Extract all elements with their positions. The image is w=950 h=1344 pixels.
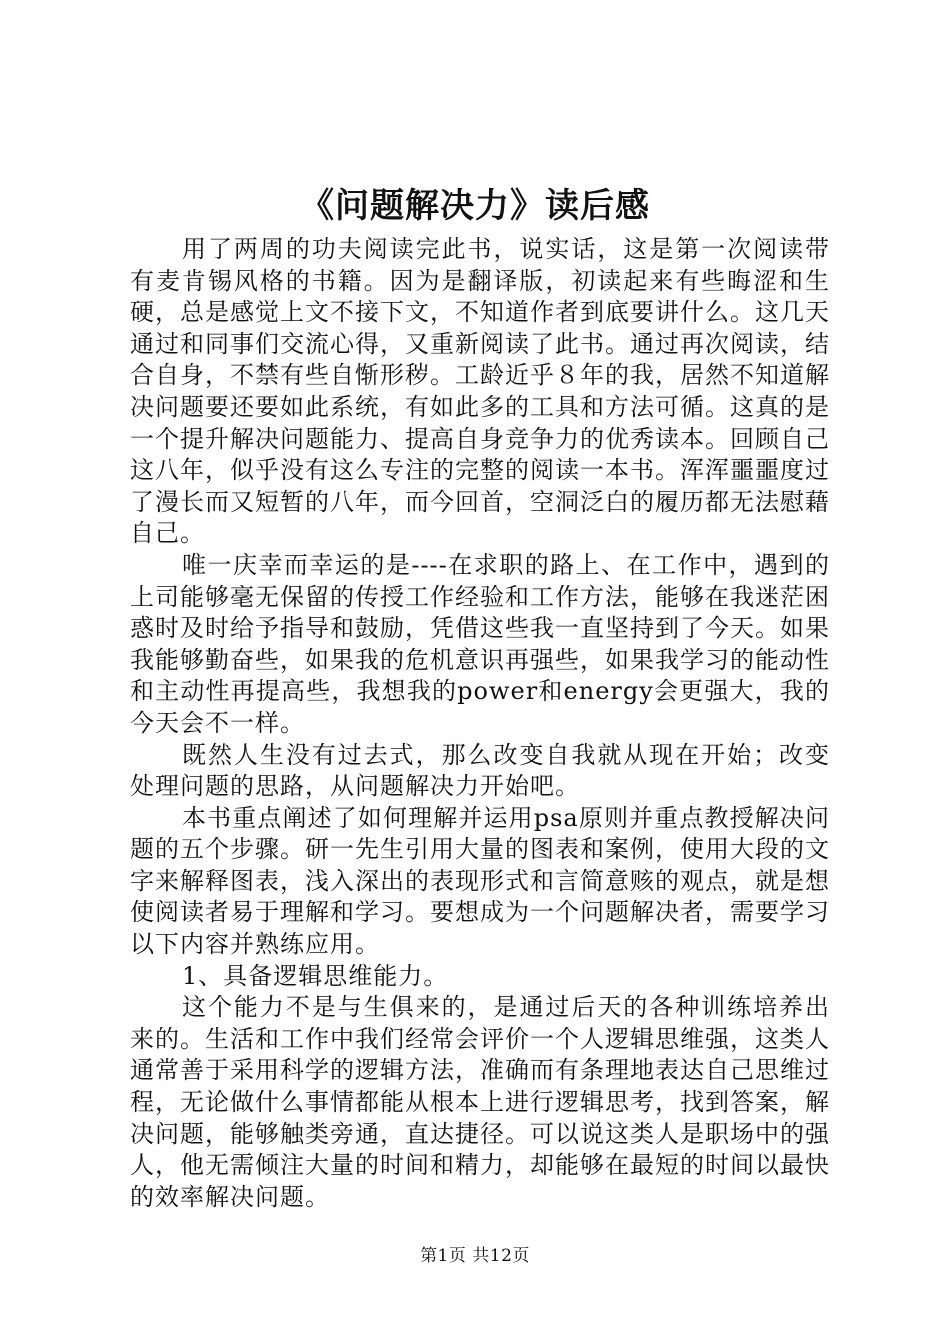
paragraph-5-heading: 1、具备逻辑思维能力。 xyxy=(182,961,449,990)
document-body xyxy=(130,234,830,1213)
page-footer: 第1页 共12页 xyxy=(420,1246,530,1266)
paragraph-3: 既然人生没有过去式，那么改变自我就从现在开始；改变处理问题的思路，从问题解决力开始吧。 xyxy=(130,740,830,801)
paragraph-4: 本书重点阐述了如何理解并运用psa原则并重点教授解决问题的五个步骤。研一先生引用大量的图表和案例，使用大段的文字来解释图表，浅入深出的表现形式和言简意赅的观点，就是想使阅读者易于理解和学习。要想成为一个问题解决者，需要学习以下内容并熟练应用。 xyxy=(130,803,830,959)
document-title: 《问题解决力》读后感 xyxy=(300,186,650,226)
paragraph-2: 唯一庆幸而幸运的是----在求职的路上、在工作中，遇到的上司能够毫无保留的传授工作经验和工作方法，能够在我迷茫困惑时及时给予指导和鼓励，凭借这些我一直坚持到了今天。如果我能够勤奋些，如果我的危机意识再强些，如果我学习的能动性和主动性再提高些，我想我的power和energy会更强大，我的今天会不一样。 xyxy=(130,550,830,737)
paragraph-1: 用了两周的功夫阅读完此书，说实话，这是第一次阅读带有麦肯锡风格的书籍。因为是翻译版，初读起来有些晦涩和生硬，总是感觉上文不接下文，不知道作者到底要讲什么。这几天通过和同事们交流心得，又重新阅读了此书。通过再次阅读，结合自身，不禁有些自惭形秽。工龄近乎８年的我，居然不知道解决问题要还要如此系统，有如此多的工具和方法可循。这真的是一个提升解决问题能力、提高自身竞争力的优秀读本。回顾自己这八年，似乎没有这么专注的完整的阅读一本书。浑浑噩噩度过了漫长而又短暂的八年，而今回首，空洞泛白的履历都无法慰藉自己。 xyxy=(130,235,830,548)
paragraph-6: 这个能力不是与生俱来的，是通过后天的各种训练培养出来的。生活和工作中我们经常会评价一个人逻辑思维强，这类人通常善于采用科学的逻辑方法，准确而有条理地表达自己思维过程，无论做什么事情都能从根本上进行逻辑思考，找到答案，解决问题，能够触类旁通，直达捷径。可以说这类人是职场中的强人，他无需倾注大量的时间和精力，却能够在最短的时间以最快的效率解决问题。 xyxy=(130,993,830,1211)
